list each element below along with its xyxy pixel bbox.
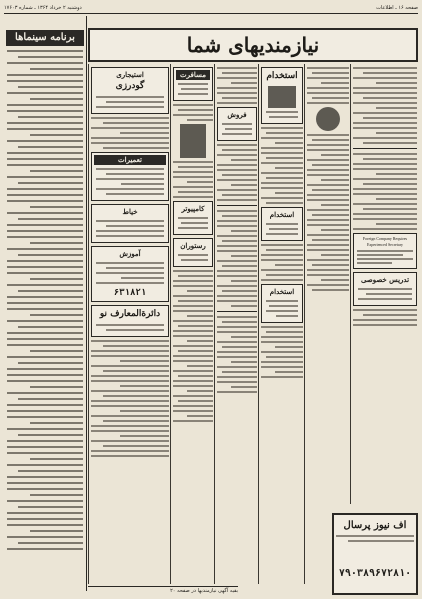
- classified-column-1: [88, 64, 171, 584]
- ad-bottom-phone: ۷۹۰۳۸۹۶۷۲۸۱۰: [338, 568, 412, 579]
- ad-rent: استیجاری گودرزی: [91, 67, 169, 114]
- ad-service: تعمیرات: [91, 152, 169, 201]
- ad-job-1: استخدام: [261, 67, 303, 124]
- ad-job-3: استخدام: [261, 284, 303, 323]
- ad-encyclopedia: دائرةالمعارف نو: [91, 305, 169, 337]
- classified-column-6: [350, 64, 419, 504]
- ad-education: آموزش ۶۳۱۸۲۱: [91, 246, 169, 302]
- ad-computer: کامپیوتر: [173, 201, 213, 235]
- issue-date-label: دوشنبه ۲ خرداد ۱۳۶۴ ـ شماره ۱۷۶۰۳: [4, 5, 82, 11]
- ad-tailor: خیاط: [91, 204, 169, 243]
- ad-private-class: تدریس خصوصی: [353, 272, 417, 306]
- ad-logo-goodarzi: گودرزی: [115, 81, 145, 91]
- cinema-listings-column: [4, 16, 87, 591]
- page-header-strip: [4, 4, 418, 14]
- ad-restaurant: رستوران: [173, 238, 213, 267]
- ad-job-2: استخدام: [261, 207, 303, 241]
- classified-column-3: [214, 64, 259, 584]
- classified-column-5: [304, 64, 351, 584]
- classifieds-banner-title: نیازمندیهای شما: [88, 28, 418, 62]
- cinema-listings-body: [4, 50, 86, 550]
- ad-sale: فروش: [217, 107, 257, 141]
- ad-illustration-building: [268, 86, 296, 108]
- ad-round-logo: [316, 107, 340, 131]
- ad-travel: مسافرت: [173, 67, 213, 101]
- english-language-ad: Foreign Company Requires Experienced Secretary: [353, 233, 417, 269]
- ad-illustration: [180, 124, 206, 158]
- cinema-listings-title: برنامه سینماها: [6, 30, 84, 46]
- classified-column-2: [170, 64, 215, 584]
- classifieds-area: [88, 16, 418, 595]
- page-number-label: صفحه ۱۶ ـ اطلاعات: [376, 5, 418, 11]
- classified-column-4: [258, 64, 305, 584]
- ad-universal-bottom: اف نیوز پرسال ۷۹۰۳۸۹۶۷۲۸۱۰: [332, 513, 418, 595]
- ad-phone-number: ۶۳۱۸۲۱: [113, 288, 147, 298]
- footer-continuation-note: بقیه آگهی نیازمندیها در صفحه ۲۰: [88, 586, 238, 595]
